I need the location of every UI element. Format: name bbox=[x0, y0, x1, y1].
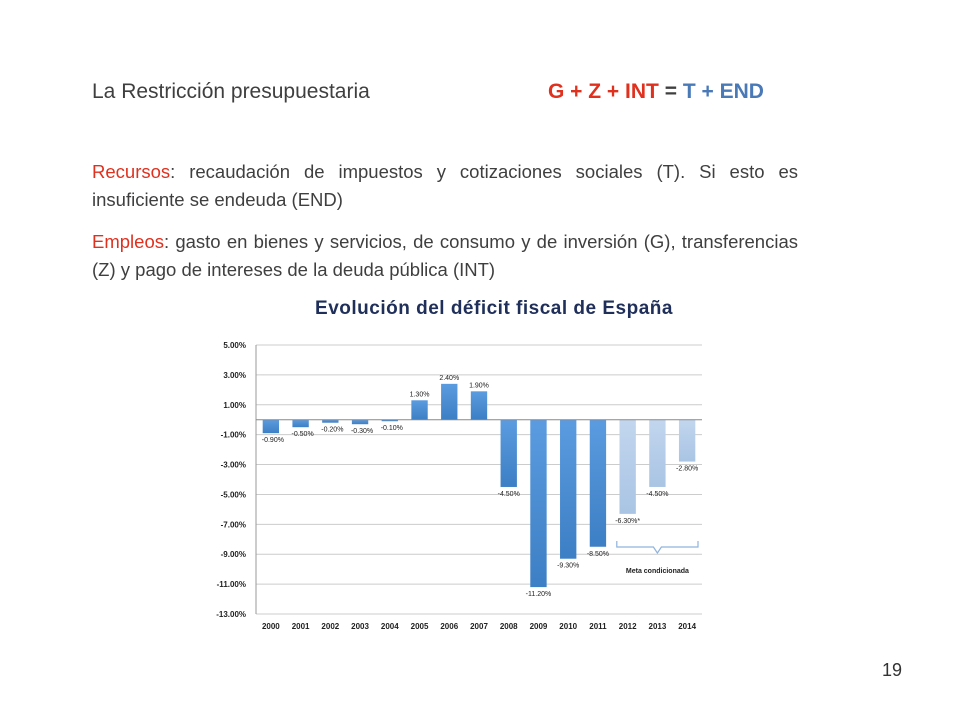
projection-bracket bbox=[617, 541, 698, 553]
data-label: -0.20% bbox=[321, 426, 344, 434]
x-tick-label: 2012 bbox=[618, 622, 637, 631]
data-label: 2.40% bbox=[439, 374, 460, 382]
bar-2001 bbox=[292, 420, 308, 427]
y-tick-label: -3.00% bbox=[220, 460, 246, 470]
data-label: 1.30% bbox=[409, 391, 430, 399]
x-tick-label: 2009 bbox=[529, 622, 548, 631]
recursos-text: : recaudación de impuestos y cotizaciones sociales (T). Si esto es insuficiente se endeuda (END) bbox=[92, 161, 798, 210]
data-label: -4.50% bbox=[497, 490, 520, 498]
formula-left: G + Z + INT bbox=[548, 80, 659, 103]
data-label: -11.20% bbox=[525, 591, 552, 599]
x-tick-label: 2000 bbox=[261, 622, 280, 631]
bar-2014 bbox=[679, 420, 695, 462]
empleos-text: : gasto en bienes y servicios, de consumo y de inversión (G), transferencias (Z) y pago de intereses de la deuda pública (INT) bbox=[92, 231, 798, 280]
y-tick-label: 5.00% bbox=[223, 341, 246, 350]
y-tick-label: -7.00% bbox=[220, 520, 246, 530]
bar-2010 bbox=[560, 420, 576, 559]
data-label: -6.30%* bbox=[615, 517, 641, 525]
bar-2006 bbox=[441, 384, 457, 420]
y-tick-label: -9.00% bbox=[220, 550, 246, 560]
data-label: -4.50% bbox=[646, 490, 669, 498]
y-tick-label: -11.00% bbox=[216, 580, 246, 590]
data-label: -0.50% bbox=[291, 431, 314, 439]
bar-2009 bbox=[530, 420, 546, 587]
x-tick-label: 2010 bbox=[559, 622, 578, 631]
bar-2008 bbox=[501, 420, 517, 487]
x-tick-label: 2001 bbox=[291, 622, 310, 631]
chart-title: Evolución del déficit fiscal de España bbox=[315, 298, 673, 319]
data-label: -0.90% bbox=[261, 437, 284, 445]
data-label: 1.90% bbox=[469, 382, 489, 390]
x-tick-label: 2002 bbox=[321, 622, 340, 631]
x-tick-label: 2013 bbox=[648, 622, 667, 631]
y-tick-label: -5.00% bbox=[220, 490, 246, 500]
data-label: -0.30% bbox=[350, 428, 374, 436]
y-tick-label: 3.00% bbox=[223, 370, 246, 380]
formula-equals: = bbox=[664, 80, 677, 103]
data-label: -8.50% bbox=[586, 550, 610, 558]
page-number: 19 bbox=[881, 660, 902, 680]
bar-2005 bbox=[411, 400, 427, 419]
x-tick-label: 2003 bbox=[351, 622, 369, 631]
x-tick-label: 2004 bbox=[380, 622, 399, 631]
slide-title: La Restricción presupuestaria bbox=[92, 80, 370, 103]
y-tick-label: -1.00% bbox=[220, 430, 246, 440]
recursos-term: Recursos bbox=[92, 161, 171, 182]
data-label: -0.10% bbox=[380, 425, 403, 433]
x-tick-label: 2005 bbox=[410, 622, 429, 631]
x-tick-label: 2008 bbox=[499, 622, 518, 631]
bar-2003 bbox=[352, 420, 368, 424]
y-tick-label: -13.00% bbox=[216, 610, 246, 619]
data-label: -9.30% bbox=[557, 562, 580, 570]
empleos-term: Empleos bbox=[92, 231, 164, 252]
annotation-label: Meta condicionada bbox=[625, 568, 689, 575]
data-label: -2.80% bbox=[676, 465, 699, 473]
formula-right: T + END bbox=[682, 80, 764, 103]
x-tick-label: 2006 bbox=[440, 622, 459, 631]
bar-2012 bbox=[619, 420, 635, 514]
x-tick-label: 2011 bbox=[589, 622, 607, 631]
bar-2011 bbox=[590, 420, 606, 547]
bar-2000 bbox=[263, 420, 279, 433]
x-tick-label: 2014 bbox=[678, 622, 697, 631]
y-tick-label: 1.00% bbox=[223, 400, 246, 410]
bar-2007 bbox=[471, 391, 487, 419]
x-tick-label: 2007 bbox=[470, 622, 488, 631]
bar-2013 bbox=[649, 420, 665, 487]
